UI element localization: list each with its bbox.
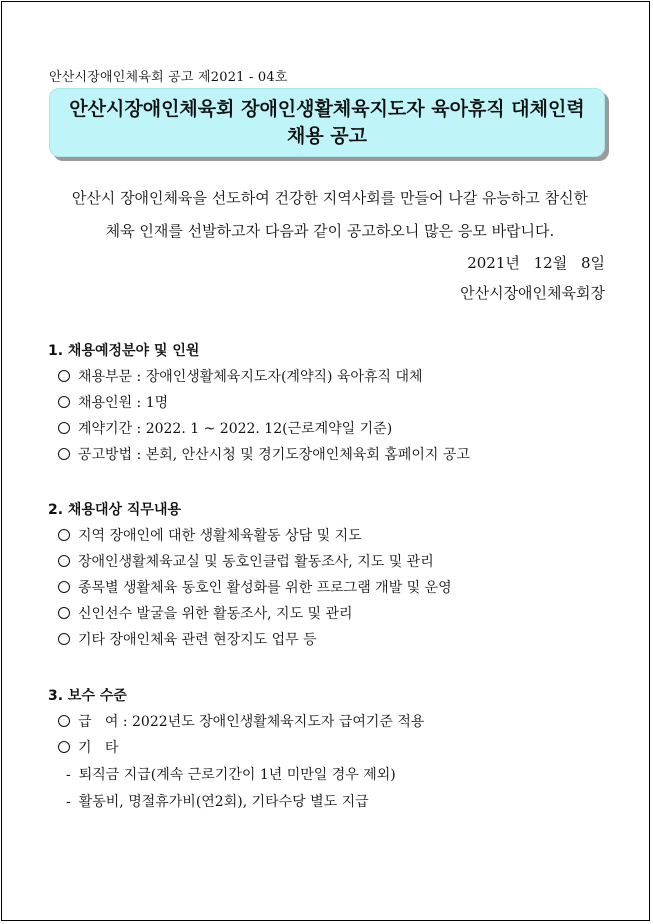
list-item: 공고방법 : 본회, 안산시청 및 경기도장애인체육회 홈페이지 공고	[58, 444, 470, 464]
dash-marker: -	[66, 794, 71, 810]
list-item: 채용부문 : 장애인생활체육지도자(계약직) 육아휴직 대체	[58, 366, 423, 386]
section-3-heading: 3. 보수 수준	[48, 688, 127, 704]
list-item: 채용인원 : 1명	[58, 392, 168, 412]
notice-date: 2021년 12월 8일	[467, 254, 605, 272]
title-line-1: 안산시장애인체육회 장애인생활체육지도자 육아휴직 대체인력	[69, 98, 585, 120]
sub-list-item: - 활동비, 명절휴가비(연2회), 기타수당 별도 지급	[66, 794, 369, 810]
signer: 안산시장애인체육회장	[460, 284, 605, 302]
title-line-2: 채용 공고	[286, 125, 368, 147]
list-item: 기타 장애인체육 관련 현장지도 업무 등	[58, 629, 317, 649]
circle-bullet-icon	[58, 741, 70, 753]
list-item: 장애인생활체육교실 및 동호인클럽 활동조사, 지도 및 관리	[58, 551, 434, 571]
notice-number: 안산시장애인체육회 공고 제2021 - 04호	[49, 70, 288, 85]
section-1-heading: 1. 채용예정분야 및 인원	[48, 343, 200, 359]
notice-page	[1, 1, 650, 921]
circle-bullet-icon	[58, 448, 70, 460]
list-item: 신인선수 발굴을 위한 활동조사, 지도 및 관리	[58, 603, 353, 623]
circle-bullet-icon	[58, 529, 70, 541]
circle-bullet-icon	[58, 422, 70, 434]
sub-list-item: - 퇴직금 지급(계속 근로기간이 1년 미만일 경우 제외)	[66, 767, 396, 783]
circle-bullet-icon	[58, 607, 70, 619]
circle-bullet-icon	[58, 396, 70, 408]
dash-marker: -	[66, 767, 71, 783]
intro-paragraph	[48, 182, 612, 248]
circle-bullet-icon	[58, 370, 70, 382]
circle-bullet-icon	[58, 581, 70, 593]
intro-line-2: 체육 인재를 선발하고자 다음과 같이 공고하오니 많은 응모 바랍니다.	[105, 222, 555, 240]
list-item: 급 여 : 2022년도 장애인생활체육지도자 급여기준 적용	[58, 711, 424, 731]
intro-line-1: 안산시 장애인체육을 선도하여 건강한 지역사회를 만들어 나갈 유능하고 참신한	[71, 189, 589, 207]
circle-bullet-icon	[58, 715, 70, 727]
list-item: 종목별 생활체육 동호인 활성화를 위한 프로그램 개발 및 운영	[58, 577, 452, 597]
list-item: 기 타	[58, 737, 118, 757]
title-banner	[49, 88, 605, 157]
list-item: 계약기간 : 2022. 1 ~ 2022. 12(근로계약일 기준)	[58, 418, 392, 438]
circle-bullet-icon	[58, 555, 70, 567]
title-box	[49, 88, 605, 157]
list-item: 지역 장애인에 대한 생활체육활동 상담 및 지도	[58, 525, 362, 545]
circle-bullet-icon	[58, 633, 70, 645]
section-2-heading: 2. 채용대상 직무내용	[48, 502, 181, 518]
